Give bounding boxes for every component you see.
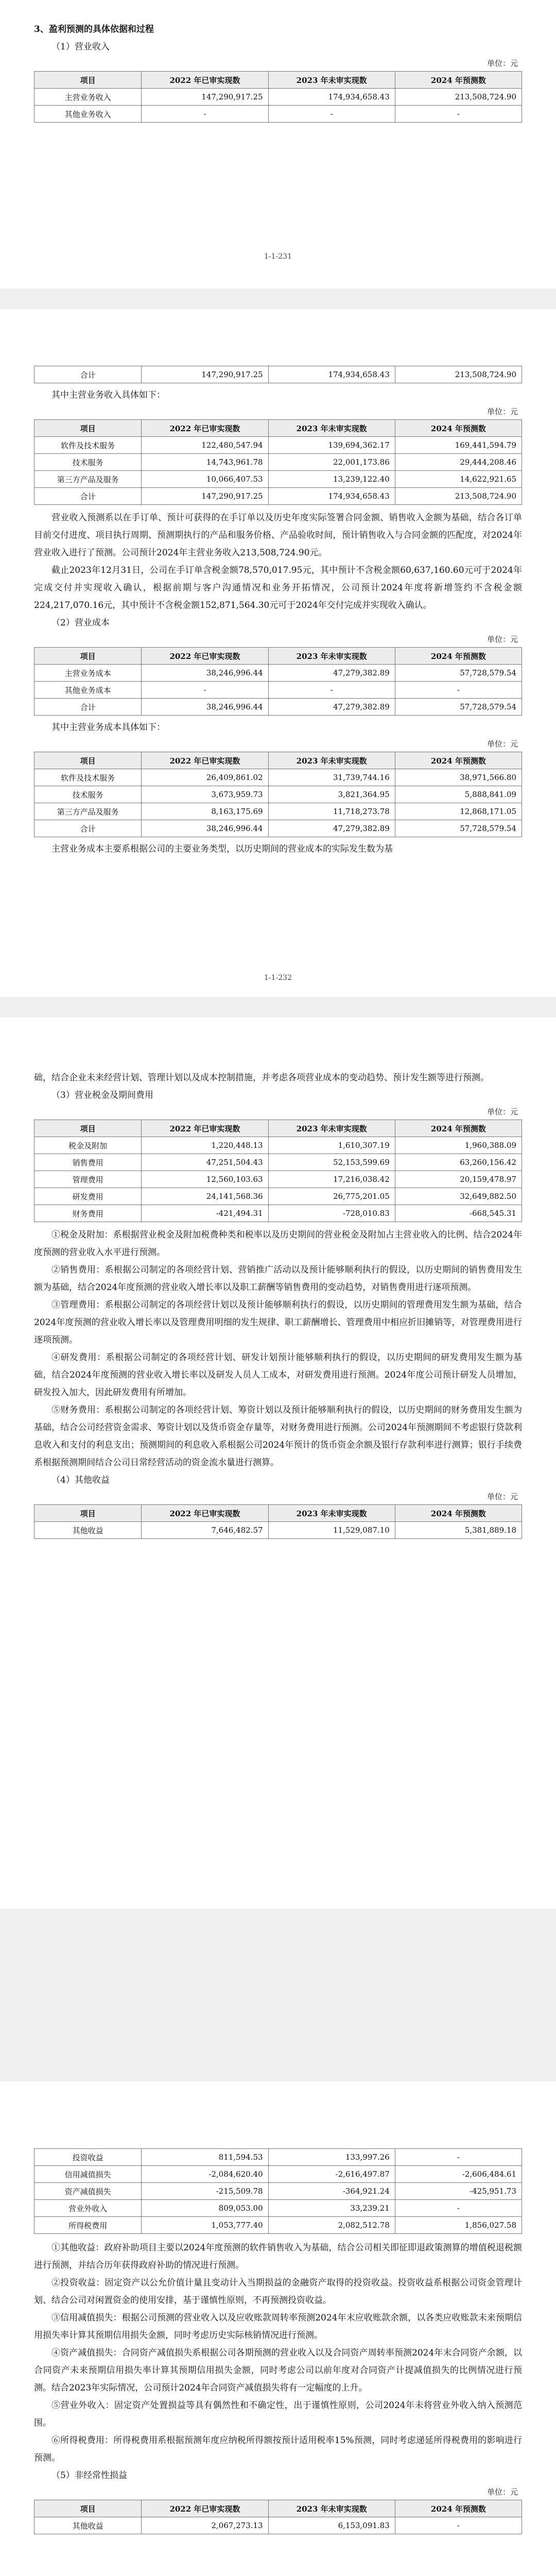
table-header: 项目 <box>34 420 142 437</box>
table-cell: 20,159,478.97 <box>395 1171 522 1188</box>
table-cell: 809,053.00 <box>142 2200 268 2217</box>
table-cell: 销售费用 <box>34 1154 142 1171</box>
table-row <box>34 1154 522 1171</box>
table-cell: 其他收益 <box>34 2517 142 2534</box>
table-header: 2023 年未审实现数 <box>268 72 395 89</box>
table-cell: 6,153,091.83 <box>268 2517 395 2534</box>
table-header: 2024 年预测数 <box>395 420 522 437</box>
table-cell: 57,728,579.54 <box>395 665 522 682</box>
table-row <box>34 1205 522 1222</box>
table-row <box>34 699 522 716</box>
revenue-detail-table <box>34 419 522 505</box>
table-header: 2022 年已审实现数 <box>142 752 268 769</box>
table-header-row <box>34 72 522 89</box>
table-header: 项目 <box>34 1505 142 1522</box>
table-cell: 47,251,504.43 <box>142 1154 268 1171</box>
other-items-table <box>34 2148 522 2234</box>
table-row <box>34 769 522 786</box>
unit-label: 单位：元 <box>486 739 518 749</box>
table-row <box>34 366 522 383</box>
document-page-2 <box>0 309 556 997</box>
paragraph: ②销售费用：系根据公司制定的各项经营计划、营销推广活动以及预计能够顺利执行的假设，以历史期间的销售费用发生额为基础，结合2024年度预测的营业收入增长率以及职工薪酬等销售费用的变动趋势，对销售费用进行逐项预测。 <box>34 1265 522 1293</box>
table-cell: 管理费用 <box>34 1171 142 1188</box>
table-cell: 147,290,917.25 <box>142 89 268 106</box>
table-cell: 1,960,388.09 <box>395 1137 522 1154</box>
table-cell: 57,728,579.54 <box>395 820 522 837</box>
table-cell: 第三方产品及服务 <box>34 471 142 488</box>
table-cell: 22,001,173.86 <box>268 454 395 471</box>
table-cell: 811,594.53 <box>142 2149 268 2166</box>
table-cell: 26,775,201.05 <box>268 1188 395 1205</box>
table-cell: 2,067,273.13 <box>142 2517 268 2534</box>
table-cell: 11,718,273.78 <box>268 803 395 820</box>
table-cell: -425,951.73 <box>395 2183 522 2200</box>
subsection-title: （1）营业收入 <box>51 42 110 52</box>
table-cell: - <box>268 682 395 699</box>
page2-body <box>34 366 522 858</box>
unit-label: 单位：元 <box>486 2487 518 2497</box>
subsection-title: （5）非经常性损益 <box>51 2470 127 2481</box>
table-cell: 26,409,861.02 <box>142 769 268 786</box>
table-header: 2023 年未审实现数 <box>268 1120 395 1137</box>
table-cell: 174,934,658.43 <box>268 488 395 505</box>
paragraph: ③信用减值损失：根据公司预测的营业收入以及应收账款周转率预测2024年末应收账款余额，以各类应收账款未来预期信用损失率计算其预期信用损失金额，同时考虑历史实际核销情况进行预测。 <box>34 2313 522 2341</box>
table-cell: -421,494.31 <box>142 1205 268 1222</box>
paragraph: 础，结合企业未来经营计划、管理计划以及成本控制措施，并考虑各项营业成本的变动趋势、预计发生额等进行预测。 <box>34 1073 489 1083</box>
unit-label: 单位：元 <box>486 1492 518 1501</box>
table-header: 项目 <box>34 72 142 89</box>
table-cell: 213,508,724.90 <box>395 488 522 505</box>
table-cell: 10,066,407.53 <box>142 471 268 488</box>
table-cell: 213,508,724.90 <box>395 366 522 383</box>
table-header: 2024 年预测数 <box>395 72 522 89</box>
page3-body <box>34 1069 522 1539</box>
paragraph: 营业收入预测系以在手订单、预计可获得的在手订单以及历史年度实际签署合同金额、销售收入金额为基础，结合各订单目前交付进度、项目执行周期、预测期执行的产品和服务价格、产品验收时间，预计销售收入与合同金额的匹配度，对2024年营业收入进行了预测。公司预计2024年主营业务收入213,508,724.90元。 <box>34 513 522 558</box>
table-cell: 169,441,594.79 <box>395 437 522 454</box>
table-cell: -2,606,484.61 <box>395 2166 522 2183</box>
table-row <box>34 2166 522 2183</box>
table-cell: 174,934,658.43 <box>268 89 395 106</box>
table-cell: 7,646,482.57 <box>142 1522 268 1539</box>
table-header: 2022 年已审实现数 <box>142 1120 268 1137</box>
table-cell: 3,821,364.95 <box>268 786 395 803</box>
table-cell: 17,216,038.42 <box>268 1171 395 1188</box>
table-row <box>34 2200 522 2217</box>
subsection-title: （4）其他收益 <box>51 1475 110 1485</box>
table-cell: 14,743,961.78 <box>142 454 268 471</box>
cost-detail-table <box>34 752 522 837</box>
table-cell: - <box>395 2200 522 2217</box>
table-header: 2024 年预测数 <box>395 2500 522 2517</box>
table-cell: 147,290,917.25 <box>142 366 268 383</box>
table-cell: 38,246,996.44 <box>142 699 268 716</box>
table-row <box>34 2149 522 2166</box>
table-cell: 合计 <box>34 699 142 716</box>
table-cell: - <box>142 106 268 123</box>
table-row <box>34 1137 522 1154</box>
table-row <box>34 89 522 106</box>
section-title: 3、盈利预测的具体依据和过程 <box>34 24 154 35</box>
table-row <box>34 454 522 471</box>
paragraph: ⑤营业外收入：固定资产处置损益等具有偶然性和不确定性，出于谨慎性原则，公司2024年未将营业外收入纳入预测范围。 <box>34 2400 522 2428</box>
table-cell: 31,739,744.16 <box>268 769 395 786</box>
table-cell: 合计 <box>34 820 142 837</box>
table-cell: 软件及技术服务 <box>34 437 142 454</box>
table-cell: -364,921.24 <box>268 2183 395 2200</box>
table-header: 2024 年预测数 <box>395 1505 522 1522</box>
table-cell: 63,260,156.42 <box>395 1154 522 1171</box>
table-row <box>34 1171 522 1188</box>
table-row <box>34 106 522 123</box>
table-header: 2023 年未审实现数 <box>268 752 395 769</box>
unit-label: 单位：元 <box>486 635 518 644</box>
table-cell: 1,610,307.19 <box>268 1137 395 1154</box>
cost-table <box>34 647 522 716</box>
table-header: 2024 年预测数 <box>395 648 522 665</box>
paragraph: ④研发费用：系根据公司制定的各项经营计划、研发计划预计能够顺利执行的假设，以历史期间的研发费用发生额为基础，结合2024年度预测的营业收入增长率以及研发人员人工成本，对研发费用进行预测。2024年度公司预计研发人员增加，研发投入加大，因此研发费用有所增加。 <box>34 1352 522 1398</box>
table-header: 2023 年未审实现数 <box>268 420 395 437</box>
table-cell: 研发费用 <box>34 1188 142 1205</box>
table-header: 项目 <box>34 648 142 665</box>
table-cell: 技术服务 <box>34 454 142 471</box>
table-cell: 8,163,175.69 <box>142 803 268 820</box>
table-cell: - <box>395 106 522 123</box>
table-cell: - <box>395 2517 522 2534</box>
paragraph: 主营业务成本主要系根据公司的主要业务类型，以历史期间的营业成本的实际发生数为基 <box>51 844 393 854</box>
table-cell: - <box>268 106 395 123</box>
table-cell: 所得税费用 <box>34 2217 142 2234</box>
table-cell: 52,153,599.69 <box>268 1154 395 1171</box>
table-cell: - <box>395 2149 522 2166</box>
table-cell: 5,888,841.09 <box>395 786 522 803</box>
table-cell: 13,239,122.40 <box>268 471 395 488</box>
nonrecurring-table <box>34 2500 522 2534</box>
unit-label: 单位：元 <box>486 1107 518 1116</box>
table-header: 2023 年未审实现数 <box>268 2500 395 2517</box>
table-cell: -668,545.31 <box>395 1205 522 1222</box>
table-cell: 133,997.26 <box>268 2149 395 2166</box>
table-cell: 47,279,382.89 <box>268 820 395 837</box>
table-row <box>34 1188 522 1205</box>
table-header: 项目 <box>34 752 142 769</box>
table-cell: 合计 <box>34 366 142 383</box>
table-row <box>34 471 522 488</box>
table-header: 2023 年未审实现数 <box>268 1505 395 1522</box>
table-cell: 2,082,512.78 <box>268 2217 395 2234</box>
table-cell: 技术服务 <box>34 786 142 803</box>
table-cell: 资产减值损失 <box>34 2183 142 2200</box>
table-cell: 38,246,996.44 <box>142 820 268 837</box>
page4-body <box>34 2148 522 2534</box>
revenue-table <box>34 71 522 123</box>
table-cell: 38,971,566.80 <box>395 769 522 786</box>
table-cell: 24,141,568.36 <box>142 1188 268 1205</box>
table-header: 2022 年已审实现数 <box>142 420 268 437</box>
table-header: 2024 年预测数 <box>395 1120 522 1137</box>
table-cell: 38,246,996.44 <box>142 665 268 682</box>
table-cell: 主营业务成本 <box>34 665 142 682</box>
unit-label: 单位：元 <box>486 59 518 68</box>
table-cell: 29,444,208.46 <box>395 454 522 471</box>
table-cell: 33,239.21 <box>268 2200 395 2217</box>
paragraph: 截止2023年12月31日，公司在手订单含税金额78,570,017.95元，其中预计不含税金额60,637,160.60元可于2024年完成交付并实现收入确认，根据前期与客户沟通情况和业务开拓情况，公司预计2024年度将新增签约不含税金额224,217,070.16元，其中预计不含税金额152,871,564.30元可于2024年交付完成并实现收入确认。 <box>34 565 522 611</box>
table-cell: - <box>395 682 522 699</box>
table-cell: 税金及附加 <box>34 1137 142 1154</box>
table-row <box>34 2183 522 2200</box>
paragraph: ③管理费用：系根据公司制定的各项经营计划以及预计能够顺利执行的假设，以历史期间的管理费用发生额为基础，结合2024年度预测的营业收入增长率以及管理费用明细的发生规律、职工薪酬增长、管理费用中相应折旧摊销等，对管理费用进行逐项预测。 <box>34 1300 522 1345</box>
table-row <box>34 1522 522 1539</box>
table-cell: 57,728,579.54 <box>395 699 522 716</box>
table-cell: - <box>142 682 268 699</box>
table-row <box>34 682 522 699</box>
table-cell: 47,279,382.89 <box>268 665 395 682</box>
table-cell: 其他业务收入 <box>34 106 142 123</box>
table-header: 2022 年已审实现数 <box>142 72 268 89</box>
paragraph: ⑤财务费用：系根据公司制定的各项经营计划、筹资计划以及预计能够顺利执行的假设，以历史期间的财务费用发生额为基础，结合公司经营资金需求、筹资计划以及货币资金存量等，对财务费用进行预测。公司2024年预测期间不考虑银行贷款利息收入和支付的利息支出；预测期间的利息收入系根据公司2024年预计的货币资金余额及银行存款利率进行测算；银行手续费系根据预测期间结合公司日常经营活动的资金流水量进行测算。 <box>34 1405 522 1468</box>
table-header: 2023 年未审实现数 <box>268 648 395 665</box>
document-page-3 <box>0 1018 556 1909</box>
table-cell: 122,480,547.94 <box>142 437 268 454</box>
revenue-total-table <box>34 366 522 383</box>
page-number: 1-1-231 <box>264 252 292 261</box>
table-cell: 5,381,889.18 <box>395 1522 522 1539</box>
table-cell: -2,084,620.40 <box>142 2166 268 2183</box>
paragraph: ②投资收益：固定资产以公允价值计量且变动计入当期损益的金融资产取得的投资收益。投资收益系根据公司资金管理计划、结合公司对闲置资金的使用安排，基于谨慎性原则，不再预测投资收益。 <box>34 2278 522 2306</box>
table-row <box>34 437 522 454</box>
table-cell: 合计 <box>34 488 142 505</box>
table-row <box>34 2217 522 2234</box>
tax-expense-table <box>34 1120 522 1222</box>
table-row <box>34 488 522 505</box>
table-cell: 14,622,921.65 <box>395 471 522 488</box>
unit-label: 单位：元 <box>486 407 518 416</box>
table-cell: 1,856,027.58 <box>395 2217 522 2234</box>
paragraph: ⑥所得税费用：所得税费用系根据预测年度应纳税所得额按预计适用税率15%预测，同时考虑递延所得税费用的影响进行预测。 <box>34 2435 522 2463</box>
table-row <box>34 665 522 682</box>
page1-body <box>34 21 522 123</box>
table-cell: 营业外收入 <box>34 2200 142 2217</box>
table-row <box>34 786 522 803</box>
table-cell: 第三方产品及服务 <box>34 803 142 820</box>
paragraph: ①其他收益：政府补助项目主要以2024年度预测的软件销售收入为基础，结合公司相关即征即退政策测算的增值税退税额进行预测，并结合历年获得政府补助的情况进行预测。 <box>34 2243 522 2270</box>
subsection-title: （2）营业成本 <box>51 618 110 628</box>
table-header: 2022 年已审实现数 <box>142 2500 268 2517</box>
table-cell: -215,509.78 <box>142 2183 268 2200</box>
other-income-table <box>34 1504 522 1539</box>
table-row <box>34 803 522 820</box>
table-cell: 其他业务成本 <box>34 682 142 699</box>
table-cell: 139,694,362.17 <box>268 437 395 454</box>
table-header: 项目 <box>34 2500 142 2517</box>
table-cell: 3,673,959.73 <box>142 786 268 803</box>
table-cell: -728,010.83 <box>268 1205 395 1222</box>
table-cell: 147,290,917.25 <box>142 488 268 505</box>
table-cell: 213,508,724.90 <box>395 89 522 106</box>
table-cell: 11,529,087.10 <box>268 1522 395 1539</box>
table-header: 2022 年已审实现数 <box>142 1505 268 1522</box>
table-cell: 其他收益 <box>34 1522 142 1539</box>
table-header: 2022 年已审实现数 <box>142 648 268 665</box>
table-cell: 12,868,171.05 <box>395 803 522 820</box>
table-cell: 12,560,103.63 <box>142 1171 268 1188</box>
paragraph: ④资产减值损失：合同资产减值损失系根据公司各期预测的营业收入以及合同资产周转率预测2024年末合同资产余额，以合同资产未来预期信用损失率计算其预期信用损失金额，同时考虑公司以前年度对合同资产计提减值损失的比例情况进行预测。结合2023年实际情况，公司预计2024年合同资产减值损失将有一定幅度的上升。 <box>34 2348 522 2393</box>
table-row <box>34 2517 522 2534</box>
paragraph: ①税金及附加：系根据营业税金及附加税费种类和税率以及历史期间的营业税金及附加占主营业收入的比例、结合2024年度预测的营业收入水平进行预测。 <box>34 1230 522 1258</box>
table-cell: 174,934,658.43 <box>268 366 395 383</box>
table-cell: -2,616,497.87 <box>268 2166 395 2183</box>
table-cell: 软件及技术服务 <box>34 769 142 786</box>
document-page-4 <box>0 2081 556 2576</box>
table-cell: 32,649,882.50 <box>395 1188 522 1205</box>
table-cell: 投资收益 <box>34 2149 142 2166</box>
document-page-1 <box>0 0 556 289</box>
table-cell: 1,053,777.40 <box>142 2217 268 2234</box>
table-cell: 47,279,382.89 <box>268 699 395 716</box>
page-number: 1-1-232 <box>264 974 292 982</box>
detail-intro: 其中主营业务成本具体如下： <box>51 722 165 733</box>
table-cell: 主营业务收入 <box>34 89 142 106</box>
table-cell: 1,220,448.13 <box>142 1137 268 1154</box>
table-header: 项目 <box>34 1120 142 1137</box>
subsection-title: （3）营业税金及期间费用 <box>51 1090 153 1100</box>
table-row <box>34 820 522 837</box>
detail-intro: 其中主营业务收入具体如下： <box>51 390 165 400</box>
table-cell: 财务费用 <box>34 1205 142 1222</box>
table-header: 2024 年预测数 <box>395 752 522 769</box>
table-cell: 信用减值损失 <box>34 2166 142 2183</box>
